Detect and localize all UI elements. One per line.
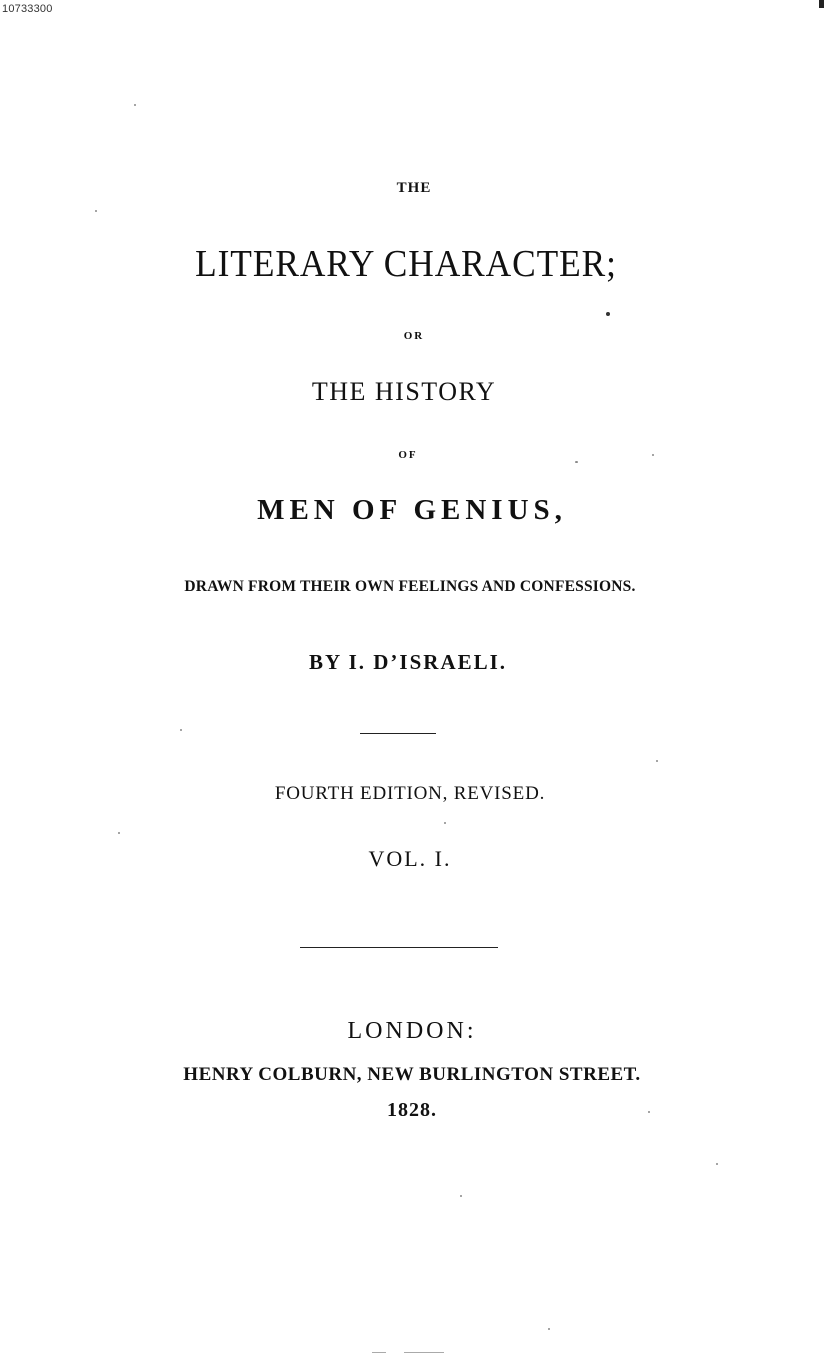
description-line: DRAWN FROM THEIR OWN FEELINGS AND CONFESSIONS. [184, 578, 636, 595]
paper-speck [180, 729, 182, 731]
paper-speck [606, 312, 610, 316]
paper-speck [118, 832, 120, 834]
paper-speck [444, 822, 446, 824]
paper-speck [95, 210, 97, 212]
paper-speck [134, 104, 136, 106]
paper-speck [575, 461, 578, 463]
title-article: THE [396, 180, 432, 196]
bottom-edge-mark [372, 1352, 386, 1353]
bottom-edge-mark [404, 1352, 444, 1353]
paper-speck [652, 454, 654, 456]
corner-mark [819, 0, 824, 8]
imprint-place: LONDON: [347, 1018, 477, 1044]
edition-line: FOURTH EDITION, REVISED. [274, 783, 546, 804]
volume-line: VOL. I. [368, 846, 452, 871]
subject-title: MEN OF GENIUS, [257, 494, 567, 526]
imprint-year: 1828. [387, 1099, 437, 1121]
paper-speck [656, 760, 658, 762]
paper-speck [548, 1328, 550, 1330]
connector-or: OR [403, 330, 425, 342]
paper-speck [648, 1111, 650, 1113]
paper-speck [460, 1195, 462, 1197]
short-divider-rule [360, 733, 436, 734]
subtitle: THE HISTORY [311, 377, 497, 406]
author-line: BY I. D’ISRAELI. [308, 650, 508, 674]
main-title: LITERARY CHARACTER; [195, 243, 617, 285]
imprint-publisher: HENRY COLBURN, NEW BURLINGTON STREET. [183, 1064, 641, 1085]
paper-speck [716, 1163, 718, 1165]
catalog-id: 10733300 [2, 3, 53, 15]
connector-of: OF [398, 449, 418, 461]
long-divider-rule [300, 947, 498, 948]
